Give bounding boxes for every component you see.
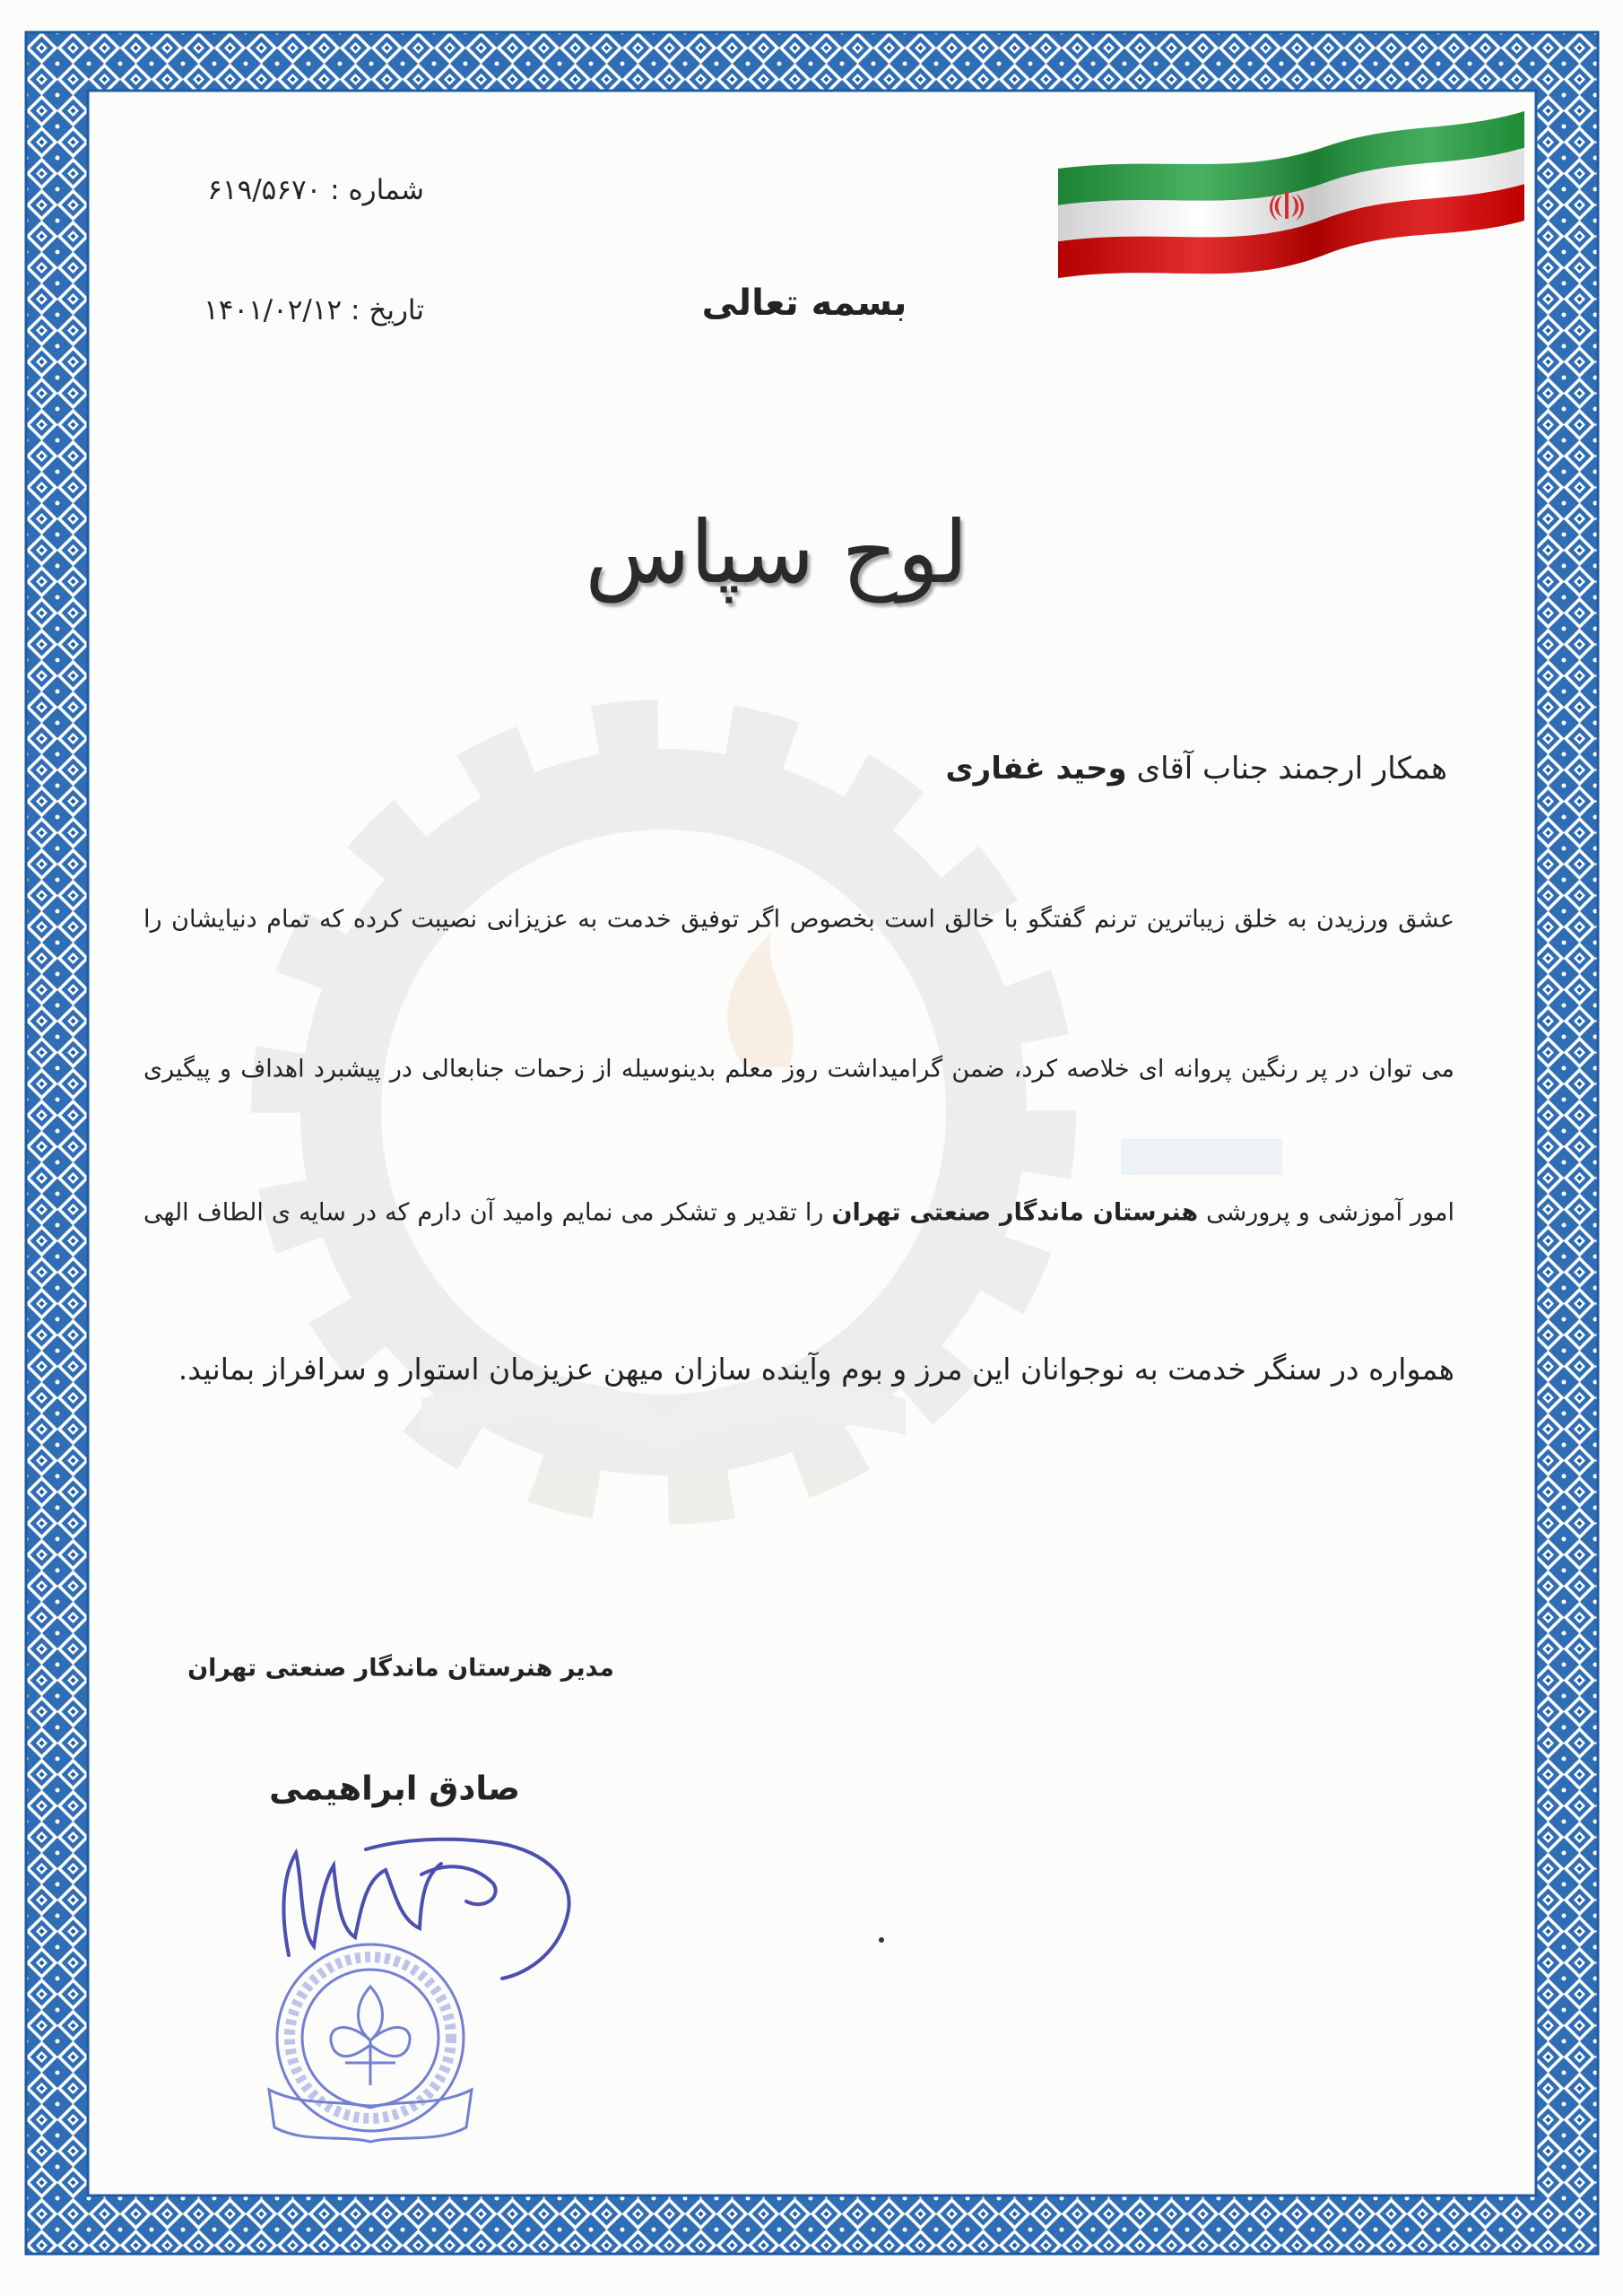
issue-date bbox=[117, 294, 424, 326]
ink-dot bbox=[879, 1937, 884, 1943]
body-line-2: می توان در پر رنگین پروانه ای خلاصه کرد، ضمن گرامیداشت روز معلم بدینوسیله از زحمات جنابعالی در پیشبرد اهداف و پیگیری bbox=[143, 1055, 1454, 1083]
reference-number-label: شماره : bbox=[330, 174, 424, 206]
reference-number-value: ۶۱۹/۵۶۷۰ bbox=[207, 174, 322, 206]
issue-date-label: تاریخ : bbox=[351, 294, 424, 326]
signatory-name: صادق ابراهیمی bbox=[269, 1769, 520, 1808]
body-line-3-end: را تقدیر و تشکر می نمایم وامید آن دارم که در سایه ی الطاف الهی bbox=[143, 1198, 824, 1227]
salutation-text: همکار ارجمند جناب آقای bbox=[1136, 751, 1447, 787]
school-name: هنرستان ماندگار صنعتی تهران bbox=[831, 1198, 1199, 1227]
handwritten-signature bbox=[283, 1839, 568, 1979]
official-stamp bbox=[269, 1944, 472, 2142]
signatory-title: مدیر هنرستان ماندگار صنعتی تهران bbox=[187, 1654, 614, 1683]
iran-flag-icon bbox=[1058, 111, 1524, 278]
recipient-name: وحید غفاری bbox=[945, 751, 1127, 787]
reference-number bbox=[117, 174, 424, 206]
body-line-1: عشق ورزیدن به خلق زیباترین ترنم گفتگو با خالق است بخصوص اگر توفیق خدمت به عزیزانی نصیبت کرده که تمام دنیایشان را bbox=[143, 905, 1454, 934]
body-line-3 bbox=[143, 1195, 1454, 1230]
salutation-line bbox=[628, 751, 1447, 787]
body-line-4: همواره در سنگر خدمت به نوجوانان این مرز و بوم وآینده سازان میهن عزیزمان استوار و سرافراز بمانید. bbox=[178, 1352, 1454, 1387]
body-line-3-start: امور آموزشی و پرورشی bbox=[1206, 1198, 1454, 1227]
certificate-title: لوح سپاس bbox=[585, 502, 968, 603]
decorative-border bbox=[26, 32, 1598, 2254]
invocation-heading: بسمه تعالی bbox=[701, 283, 907, 324]
issue-date-value: ۱۴۰۱/۰۲/۱۲ bbox=[204, 294, 343, 326]
